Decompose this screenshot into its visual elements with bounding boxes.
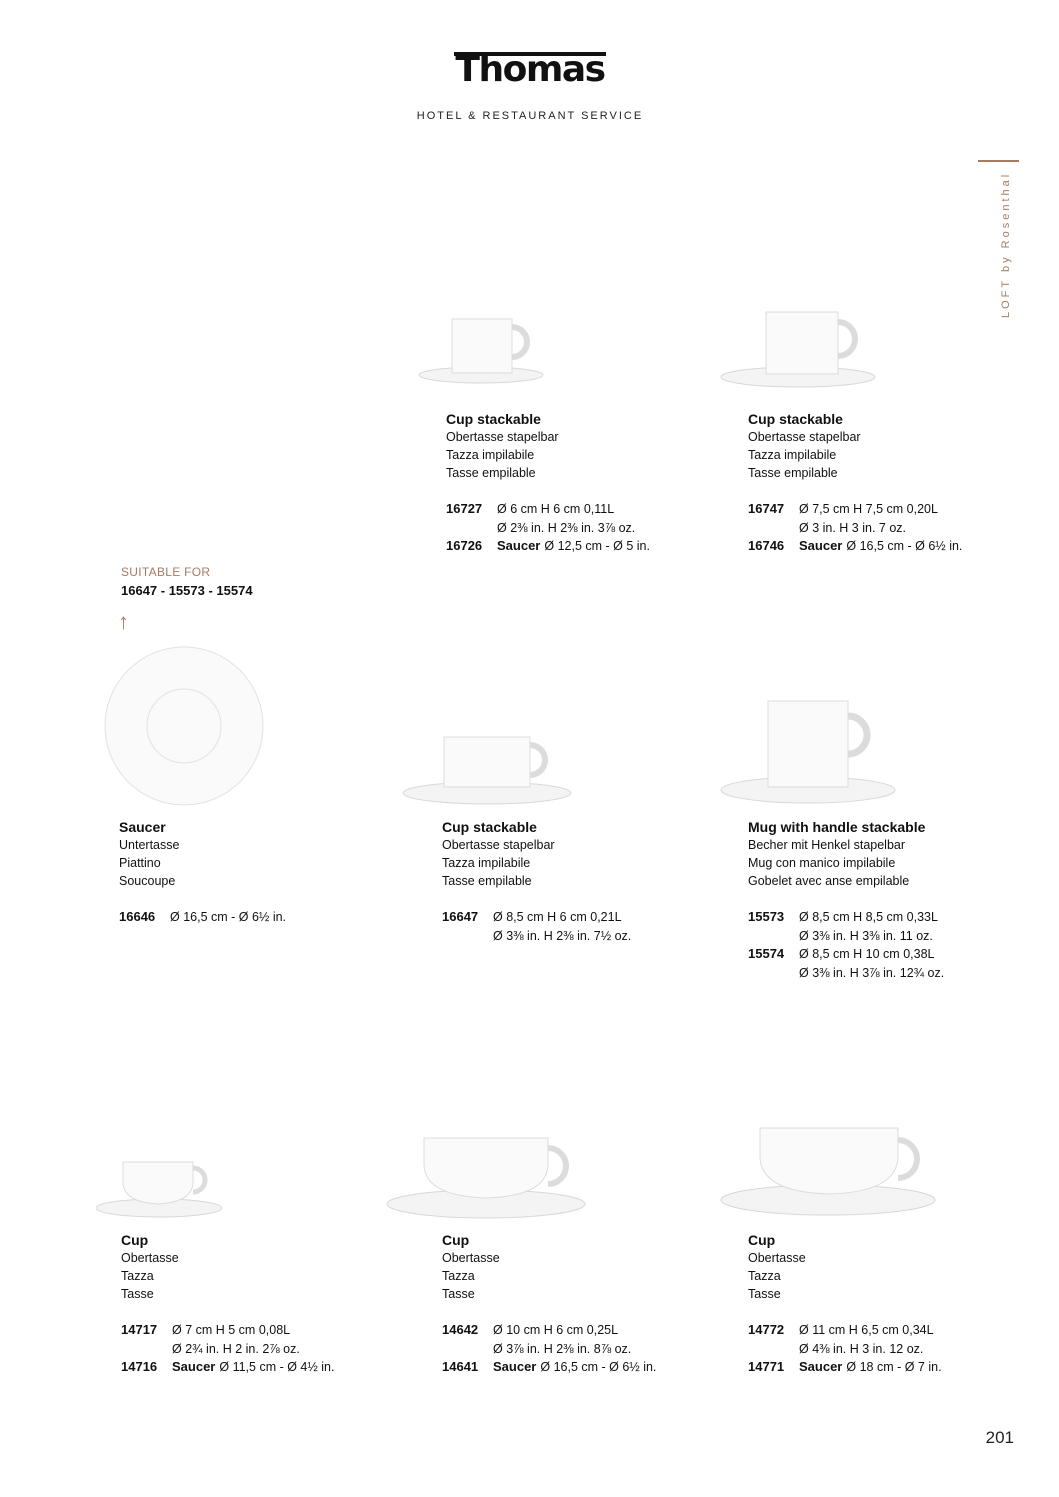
product-name-it: Piattino [119, 856, 161, 870]
saucer-label: Saucer [172, 1359, 216, 1374]
product-specs [446, 500, 650, 556]
product-title: Cup stackable [748, 411, 843, 427]
product-specs [748, 1321, 942, 1377]
spec-metric: Ø 8,5 cm H 6 cm 0,21L [493, 910, 622, 924]
product-specs [121, 1321, 334, 1377]
product-name-fr: Tasse empilable [442, 874, 532, 888]
spec-metric: Ø 8,5 cm H 8,5 cm 0,33L [799, 910, 938, 924]
product-specs [442, 1321, 656, 1377]
spec-metric: Ø 18 cm - Ø 7 in. [846, 1360, 942, 1374]
product-name-de: Becher mit Henkel stapelbar [748, 838, 906, 852]
product-name-de: Obertasse [748, 1251, 806, 1265]
product-name-de: Obertasse stapelbar [442, 838, 555, 852]
cup-stackable-image [418, 315, 548, 393]
product-16647 [442, 818, 631, 945]
saucer-image [103, 645, 265, 807]
article-code: 16727 [446, 501, 483, 516]
suitable-for-label: SUITABLE FOR [121, 565, 211, 579]
article-code: 16726 [446, 538, 483, 553]
product-title: Cup [748, 1232, 776, 1248]
product-name-fr: Tasse [121, 1287, 154, 1301]
product-name-de: Untertasse [119, 838, 180, 852]
spec-metric: Ø 6 cm H 6 cm 0,11L [497, 502, 615, 516]
mug-image [720, 698, 898, 808]
product-name-it: Tazza impilabile [442, 856, 531, 870]
brand-logo: Thomas [455, 49, 605, 90]
product-14717 [121, 1231, 334, 1377]
product-title: Saucer [119, 819, 166, 835]
spec-imperial: Ø 4⅜ in. H 3 in. 12 oz. [799, 1341, 924, 1356]
spec-metric: Ø 10 cm H 6 cm 0,25L [493, 1323, 619, 1337]
spec-metric: Ø 8,5 cm H 10 cm 0,38L [799, 947, 935, 961]
product-16646 [119, 818, 286, 927]
product-name-fr: Tasse [442, 1287, 475, 1301]
spec-imperial: Ø 3⅜ in. H 2⅜ in. 7½ oz. [493, 928, 632, 943]
product-name-fr: Tasse [748, 1287, 781, 1301]
page-number: 201 [985, 1428, 1014, 1447]
spec-imperial: Ø 3⅜ in. H 3⅜ in. 11 oz. [799, 928, 933, 943]
product-specs [119, 908, 286, 927]
spec-metric: Ø 7 cm H 5 cm 0,08L [172, 1323, 291, 1337]
product-name-fr: Soucoupe [119, 874, 176, 888]
cup-image [720, 1126, 940, 1220]
product-title: Cup [121, 1232, 149, 1248]
article-code: 16647 [442, 909, 479, 924]
product-name-it: Tazza impilabile [446, 448, 535, 462]
saucer-label: Saucer [493, 1359, 537, 1374]
saucer-label: Saucer [497, 538, 541, 553]
cup-stackable-image [720, 310, 880, 392]
product-name-de: Obertasse stapelbar [748, 430, 861, 444]
spec-imperial: Ø 3 in. H 3 in. 7 oz. [799, 520, 906, 535]
article-code: 14772 [748, 1322, 785, 1337]
spec-imperial: Ø 2¾ in. H 2 in. 2⅞ oz. [172, 1341, 300, 1356]
product-title: Cup stackable [442, 819, 537, 835]
product-name-fr: Tasse empilable [748, 466, 838, 480]
article-code: 16746 [748, 538, 785, 553]
product-16727 [446, 410, 650, 556]
saucer-label: Saucer [799, 538, 843, 553]
product-name-it: Tazza [748, 1269, 781, 1283]
product-name-fr: Tasse empilable [446, 466, 536, 480]
product-name-de: Obertasse [121, 1251, 179, 1265]
spec-metric: Ø 16,5 cm - Ø 6½ in. [170, 910, 287, 924]
article-code: 14717 [121, 1322, 158, 1337]
product-14642 [442, 1231, 656, 1377]
suitable-for-codes: 16647 - 15573 - 15574 [121, 583, 253, 598]
product-specs [748, 500, 962, 556]
article-code: 16646 [119, 909, 156, 924]
cup-stackable-image [402, 735, 574, 809]
product-title: Mug with handle stackable [748, 819, 926, 835]
spec-metric: Ø 16,5 cm - Ø 6½ in. [846, 539, 963, 553]
spec-metric: Ø 11,5 cm - Ø 4½ in. [219, 1360, 335, 1374]
article-code: 15573 [748, 909, 785, 924]
cup-image [95, 1158, 225, 1220]
arrow-up-icon: ↑ [118, 609, 129, 634]
side-rule [978, 160, 1019, 162]
cup-image [386, 1136, 588, 1222]
article-code: 14642 [442, 1322, 479, 1337]
product-specs [442, 908, 631, 945]
brand-tagline: HOTEL & RESTAURANT SERVICE [416, 110, 644, 122]
product-name-it: Tazza impilabile [748, 448, 837, 462]
article-code: 15574 [748, 946, 785, 961]
product-14772 [748, 1231, 942, 1377]
product-name-fr: Gobelet avec anse empilable [748, 874, 910, 888]
side-collection-label: LOFT by Rosenthal [1000, 171, 1012, 318]
product-title: Cup [442, 1232, 470, 1248]
spec-imperial: Ø 2⅜ in. H 2⅜ in. 3⅞ oz. [497, 520, 636, 535]
spec-imperial: Ø 3⅜ in. H 3⅞ in. 12¾ oz. [799, 965, 945, 980]
product-name-de: Obertasse stapelbar [446, 430, 559, 444]
article-code: 14771 [748, 1359, 785, 1374]
product-name-it: Mug con manico impilabile [748, 856, 896, 870]
product-16747 [748, 410, 962, 556]
spec-metric: Ø 16,5 cm - Ø 6½ in. [540, 1360, 657, 1374]
spec-metric: Ø 7,5 cm H 7,5 cm 0,20L [799, 502, 938, 516]
saucer-label: Saucer [799, 1359, 843, 1374]
product-title: Cup stackable [446, 411, 541, 427]
spec-imperial: Ø 3⅞ in. H 2⅜ in. 8⅞ oz. [493, 1341, 632, 1356]
spec-metric: Ø 12,5 cm - Ø 5 in. [544, 539, 650, 553]
spec-metric: Ø 11 cm H 6,5 cm 0,34L [799, 1323, 934, 1337]
article-code: 14716 [121, 1359, 158, 1374]
article-code: 14641 [442, 1359, 479, 1374]
product-name-it: Tazza [121, 1269, 154, 1283]
product-name-it: Tazza [442, 1269, 475, 1283]
article-code: 16747 [748, 501, 785, 516]
product-name-de: Obertasse [442, 1251, 500, 1265]
product-15573 [748, 818, 944, 982]
product-specs [748, 908, 944, 982]
